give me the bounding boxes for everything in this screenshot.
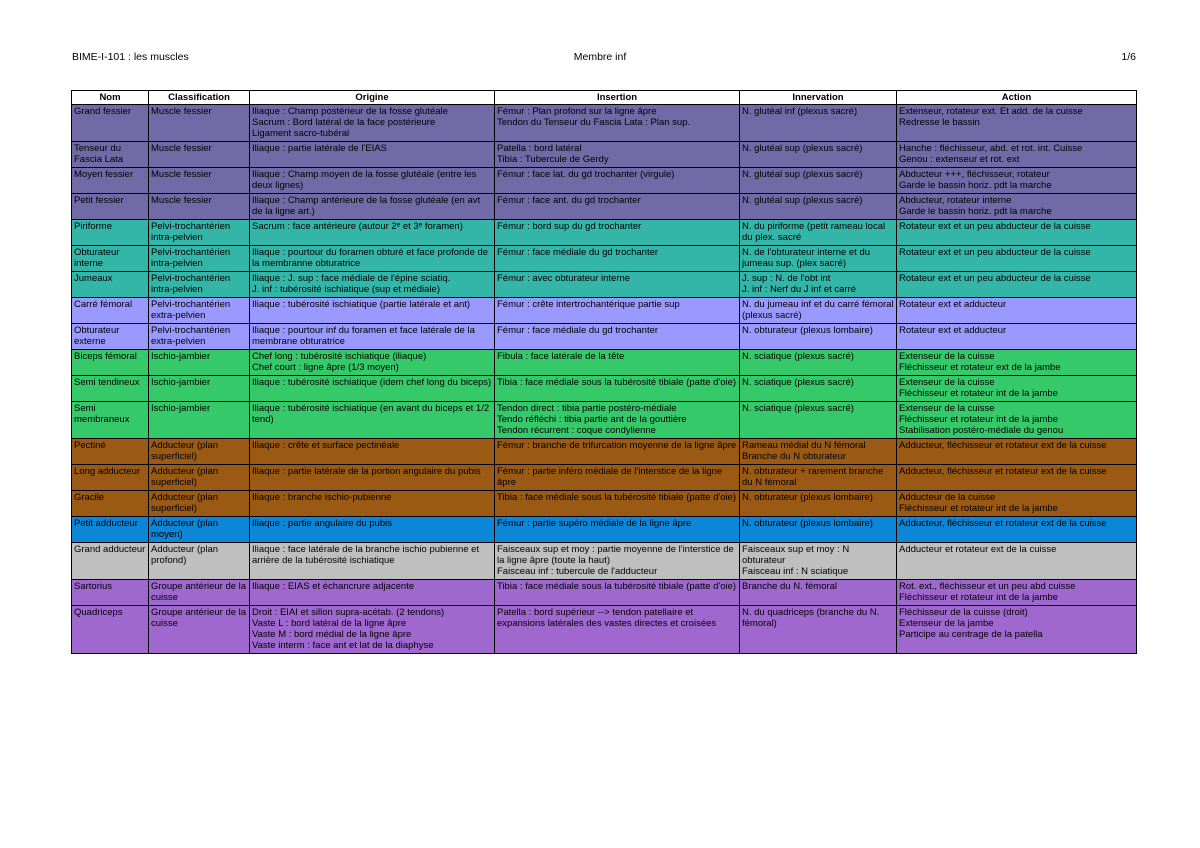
table-row <box>72 350 1137 376</box>
cell-line: Branche du N. fémoral <box>742 581 838 592</box>
cell-line: Ischio-jambier <box>151 351 211 362</box>
cell-origine <box>250 439 495 465</box>
cell-innervation <box>740 491 897 517</box>
cell-insertion <box>495 402 740 439</box>
cell-line: Iliaque : partie latérale de la portion angulaire du pubis <box>252 466 481 477</box>
cell-line: Obturateur externe <box>74 325 120 347</box>
cell-line: Fléchisseur et rotateur int de la jambe <box>899 414 1058 425</box>
cell-classification <box>149 324 250 350</box>
cell-line: Sacrum : Bord latéral de la face postérieure <box>252 117 436 128</box>
cell-line: Abducteur, rotateur interne <box>899 195 1012 206</box>
cell-line: Adducteur, fléchisseur et rotateur ext de la cuisse <box>899 440 1107 451</box>
cell-line: Tibia : face médiale sous la tubérosité tibiale (patte d'oie) <box>497 492 737 503</box>
cell-insertion <box>495 465 740 491</box>
cell-origine <box>250 324 495 350</box>
cell-line: Fléchisseur de la cuisse (droit) <box>899 607 1028 618</box>
cell-line: Branche du N obturateur <box>742 451 847 462</box>
cell-classification <box>149 465 250 491</box>
cell-innervation <box>740 220 897 246</box>
cell-innervation <box>740 465 897 491</box>
cell-line: Tibia : face médiale sous la tubérosité tibiale (patte d'oie) <box>497 581 737 592</box>
cell-line: Pelvi-trochantérien intra-pelvien <box>151 221 231 243</box>
cell-classification <box>149 491 250 517</box>
cell-insertion <box>495 272 740 298</box>
cell-line: Muscle fessier <box>151 143 212 154</box>
cell-classification <box>149 272 250 298</box>
cell-insertion <box>495 543 740 580</box>
cell-line: Iliaque : tubérosité ischiatique (en avant du biceps et 1/2 tend) <box>252 403 490 425</box>
cell-classification <box>149 580 250 606</box>
cell-insertion <box>495 439 740 465</box>
cell-line: Rotateur ext et adducteur <box>899 299 1007 310</box>
cell-insertion <box>495 168 740 194</box>
cell-classification <box>149 606 250 654</box>
cell-insertion <box>495 142 740 168</box>
cell-line: Ischio-jambier <box>151 377 211 388</box>
cell-classification <box>149 376 250 402</box>
cell-line: Pectiné <box>74 440 106 451</box>
cell-line: Ischio-jambier <box>151 403 211 414</box>
cell-line: Adducteur, fléchisseur et rotateur ext de la cuisse <box>899 518 1107 529</box>
cell-origine <box>250 272 495 298</box>
cell-line: Iliaque : Champ postérieur de la fosse glutéale <box>252 106 448 117</box>
cell-line: Adducteur (plan moyen) <box>151 518 219 540</box>
cell-line: Tendon du Tenseur du Fascia Lata : Plan sup. <box>497 117 691 128</box>
cell-line: Tenseur du Fascia Lata <box>74 143 124 165</box>
cell-line: Groupe antérieur de la cuisse <box>151 607 247 629</box>
cell-line: Biceps fémoral <box>74 351 137 362</box>
cell-line: Faisceaux sup et moy : partie moyenne de l'interstice de la ligne âpre (toute la haut) <box>497 544 734 566</box>
cell-line: Ligament sacro-tubéral <box>252 128 350 139</box>
cell-line: Rotateur ext et un peu abducteur de la cuisse <box>899 273 1091 284</box>
cell-line: Tendon direct : tibia partie postéro-médiale <box>497 403 677 414</box>
cell-action <box>897 298 1137 324</box>
cell-line: Tendon récurrent : coque condylienne <box>497 425 656 436</box>
cell-origine <box>250 491 495 517</box>
cell-line: Fémur : crête intertrochantérique partie sup <box>497 299 680 310</box>
cell-action <box>897 517 1137 543</box>
cell-line: J. sup : N. de l'obt int <box>742 273 831 284</box>
cell-action <box>897 220 1137 246</box>
cell-line: Adducteur (plan superficiel) <box>151 466 219 488</box>
column-header-origine: Origine <box>250 91 495 105</box>
cell-action <box>897 272 1137 298</box>
cell-line: Fibula : face latérale de la tête <box>497 351 625 362</box>
cell-line: J. inf : Nerf du J inf et carré <box>742 284 857 295</box>
cell-line: Grand adducteur <box>74 544 146 555</box>
cell-innervation <box>740 105 897 142</box>
cell-origine <box>250 350 495 376</box>
cell-name <box>72 246 149 272</box>
cell-origine <box>250 580 495 606</box>
cell-classification <box>149 105 250 142</box>
cell-line: Long adducteur <box>74 466 141 477</box>
cell-classification <box>149 220 250 246</box>
cell-action <box>897 439 1137 465</box>
cell-line: Redresse le bassin <box>899 117 980 128</box>
cell-name <box>72 376 149 402</box>
cell-action <box>897 246 1137 272</box>
column-header-action: Action <box>897 91 1137 105</box>
cell-line: Iliaque : crête et surface pectinéale <box>252 440 400 451</box>
cell-line: Fémur : avec obturateur interne <box>497 273 631 284</box>
column-header-name: Nom <box>72 91 149 105</box>
cell-action <box>897 194 1137 220</box>
cell-action <box>897 324 1137 350</box>
cell-line: Petit adducteur <box>74 518 138 529</box>
cell-insertion <box>495 324 740 350</box>
cell-line: Chef court : ligne âpre (1/3 moyen) <box>252 362 399 373</box>
cell-line: Adducteur (plan superficiel) <box>151 440 219 462</box>
cell-line: Participe au centrage de la patella <box>899 629 1043 640</box>
cell-line: Genou : extenseur et rot. ext <box>899 154 1020 165</box>
cell-line: Hanche : fléchisseur, abd. et rot. int. Cuisse <box>899 143 1083 154</box>
table-row <box>72 580 1137 606</box>
cell-line: Chef long : tubérosité ischiatique (iliaque) <box>252 351 427 362</box>
cell-line: Jumeaux <box>74 273 113 284</box>
cell-line: Fémur : partie inféro médiale de l'interstice de la ligne âpre <box>497 466 723 488</box>
column-header-innervation: Innervation <box>740 91 897 105</box>
cell-line: Extenseur de la cuisse <box>899 377 995 388</box>
cell-line: Semi tendineux <box>74 377 140 388</box>
cell-line: N. obturateur (plexus lombaire) <box>742 492 873 503</box>
cell-innervation <box>740 246 897 272</box>
cell-line: Patella : bord latéral <box>497 143 582 154</box>
cell-line: Pelvi-trochantérien intra-pelvien <box>151 247 231 269</box>
cell-action <box>897 376 1137 402</box>
cell-line: Petit fessier <box>74 195 124 206</box>
cell-line: Iliaque : pourtour du foramen obturé et face profonde de la membranne obturatrice <box>252 247 489 269</box>
table-row <box>72 194 1137 220</box>
cell-line: N. glutéal sup (plexus sacré) <box>742 143 863 154</box>
cell-line: Stabilisation postéro-médiale du genou <box>899 425 1064 436</box>
column-header-insertion: Insertion <box>495 91 740 105</box>
cell-line: Fléchisseur et rotateur ext de la jambe <box>899 362 1061 373</box>
cell-line: Adducteur (plan superficiel) <box>151 492 219 514</box>
cell-line: Pelvi-trochantérien extra-pelvien <box>151 325 231 347</box>
cell-insertion <box>495 246 740 272</box>
cell-line: Droit : EIAI et sillon supra-acétab. (2 tendons) <box>252 607 445 618</box>
cell-classification <box>149 194 250 220</box>
table-header-row <box>72 91 1137 105</box>
cell-line: Faisceaux sup et moy : N obturateur <box>742 544 850 566</box>
cell-line: N. glutéal inf (plexus sacré) <box>742 106 858 117</box>
table-row <box>72 376 1137 402</box>
cell-name <box>72 491 149 517</box>
cell-classification <box>149 298 250 324</box>
cell-innervation <box>740 194 897 220</box>
cell-insertion <box>495 491 740 517</box>
cell-line: Garde le bassin horiz. pdt la marche <box>899 206 1052 217</box>
cell-action <box>897 543 1137 580</box>
cell-line: N. glutéal sup (plexus sacré) <box>742 195 863 206</box>
table-row <box>72 543 1137 580</box>
cell-line: Rotateur ext et un peu abducteur de la cuisse <box>899 221 1091 232</box>
cell-line: N. glutéal sup (plexus sacré) <box>742 169 863 180</box>
table-row <box>72 491 1137 517</box>
cell-line: Vaste L : bord latéral de la ligne âpre <box>252 618 407 629</box>
cell-name <box>72 142 149 168</box>
cell-line: N. du quadriceps (branche du N. fémoral) <box>742 607 880 629</box>
cell-line: Iliaque : partie angulaire du pubis <box>252 518 392 529</box>
cell-name <box>72 543 149 580</box>
cell-insertion <box>495 376 740 402</box>
cell-line: Pelvi-trochantérien extra-pelvien <box>151 299 231 321</box>
cell-name <box>72 402 149 439</box>
cell-line: Adducteur et rotateur ext de la cuisse <box>899 544 1057 555</box>
cell-classification <box>149 517 250 543</box>
cell-innervation <box>740 402 897 439</box>
cell-innervation <box>740 517 897 543</box>
cell-action <box>897 491 1137 517</box>
cell-line: Gracile <box>74 492 105 503</box>
cell-name <box>72 465 149 491</box>
cell-action <box>897 105 1137 142</box>
cell-origine <box>250 246 495 272</box>
cell-line: Adducteur (plan profond) <box>151 544 219 566</box>
cell-line: N. obturateur (plexus lombaire) <box>742 325 873 336</box>
table-row <box>72 439 1137 465</box>
cell-line: N. du piriforme (petit rameau local du plex. sacré <box>742 221 886 243</box>
cell-line: Iliaque : face latérale de la branche ischio pubienne et arrière de la tubérosité ischiatique <box>252 544 480 566</box>
cell-line: Fléchisseur et rotateur int de la jambe <box>899 592 1058 603</box>
cell-name <box>72 298 149 324</box>
cell-line: Faisceau inf : tubercule de l'adducteur <box>497 566 658 577</box>
page-number: 1/6 <box>1121 51 1136 63</box>
cell-line: Extenseur de la cuisse <box>899 351 995 362</box>
cell-line: N. obturateur (plexus lombaire) <box>742 518 873 529</box>
cell-name <box>72 606 149 654</box>
cell-line: Obturateur interne <box>74 247 120 269</box>
cell-line: Groupe antérieur de la cuisse <box>151 581 247 603</box>
cell-origine <box>250 465 495 491</box>
cell-classification <box>149 350 250 376</box>
cell-insertion <box>495 298 740 324</box>
table-row <box>72 142 1137 168</box>
cell-innervation <box>740 272 897 298</box>
cell-line: Muscle fessier <box>151 195 212 206</box>
cell-line: Semi membraneux <box>74 403 130 425</box>
cell-origine <box>250 606 495 654</box>
cell-line: Extenseur, rotateur ext. Et add. de la cuisse <box>899 106 1083 117</box>
cell-line: Vaste interm : face ant et lat de la diaphyse <box>252 640 434 651</box>
cell-innervation <box>740 350 897 376</box>
cell-line: Piriforme <box>74 221 113 232</box>
cell-action <box>897 402 1137 439</box>
table-row <box>72 606 1137 654</box>
cell-line: N. du jumeau inf et du carré fémoral (plexus sacré) <box>742 299 894 321</box>
cell-line: Fémur : face médiale du gd trochanter <box>497 247 659 258</box>
table-row <box>72 324 1137 350</box>
cell-innervation <box>740 298 897 324</box>
cell-line: Tibia : face médiale sous la tubérosité tibiale (patte d'oie) <box>497 377 737 388</box>
cell-line: Pelvi-trochantérien intra-pelvien <box>151 273 231 295</box>
cell-innervation <box>740 606 897 654</box>
cell-line: Quadriceps <box>74 607 123 618</box>
cell-line: Vaste M : bord médial de la ligne âpre <box>252 629 412 640</box>
cell-line: Carré fémoral <box>74 299 133 310</box>
cell-line: Moyen fessier <box>74 169 134 180</box>
cell-origine <box>250 105 495 142</box>
muscles-table <box>71 90 1137 654</box>
cell-name <box>72 168 149 194</box>
cell-line: Fémur : face ant. du gd trochanter <box>497 195 641 206</box>
table-row <box>72 220 1137 246</box>
cell-insertion <box>495 517 740 543</box>
cell-line: N. sciatique (plexus sacré) <box>742 403 854 414</box>
cell-line: Fléchisseur et rotateur int de la jambe <box>899 503 1058 514</box>
cell-origine <box>250 517 495 543</box>
cell-line: Iliaque : EIAS et échancrure adjacente <box>252 581 415 592</box>
cell-line: Muscle fessier <box>151 169 212 180</box>
cell-innervation <box>740 324 897 350</box>
cell-innervation <box>740 439 897 465</box>
cell-line: Fémur : face lat. du gd trochanter (virgule) <box>497 169 675 180</box>
cell-origine <box>250 402 495 439</box>
cell-name <box>72 580 149 606</box>
cell-line: Fléchisseur et rotateur int de la jambe <box>899 388 1058 399</box>
table-row <box>72 298 1137 324</box>
cell-line: N. obturateur + rarement branche du N fémoral <box>742 466 884 488</box>
cell-classification <box>149 402 250 439</box>
cell-action <box>897 606 1137 654</box>
cell-origine <box>250 220 495 246</box>
table-body <box>72 105 1137 654</box>
cell-action <box>897 350 1137 376</box>
cell-line: N. sciatique (plexus sacré) <box>742 351 854 362</box>
table-row <box>72 465 1137 491</box>
cell-line: Adducteur de la cuisse <box>899 492 996 503</box>
cell-line: Extenseur de la jambe <box>899 618 994 629</box>
cell-line: Rameau médial du N fémoral <box>742 440 866 451</box>
cell-innervation <box>740 580 897 606</box>
cell-line: Faisceau inf : N sciatique <box>742 566 849 577</box>
cell-line: Garde le bassin horiz. pdt la marche <box>899 180 1052 191</box>
cell-innervation <box>740 142 897 168</box>
cell-line: Iliaque : Champ antérieure de la fosse glutéale (en avt de la ligne art.) <box>252 195 481 217</box>
cell-action <box>897 142 1137 168</box>
cell-name <box>72 105 149 142</box>
cell-action <box>897 465 1137 491</box>
table-row <box>72 168 1137 194</box>
cell-classification <box>149 142 250 168</box>
header-left-title: BIME-I-101 : les muscles <box>72 51 189 63</box>
cell-line: Fémur : Plan profond sur la ligne âpre <box>497 106 657 117</box>
table-row <box>72 246 1137 272</box>
cell-insertion <box>495 105 740 142</box>
cell-line: Abducteur +++, fléchisseur, rotateur <box>899 169 1050 180</box>
cell-line: Iliaque : Champ moyen de la fosse glutéale (entre les deux lignes) <box>252 169 477 191</box>
cell-insertion <box>495 580 740 606</box>
cell-name <box>72 194 149 220</box>
cell-line: Tibia : Tubercule de Gerdy <box>497 154 609 165</box>
cell-line: Fémur : face médiale du gd trochanter <box>497 325 659 336</box>
cell-innervation <box>740 168 897 194</box>
cell-line: Rotateur ext et adducteur <box>899 325 1007 336</box>
cell-line: N. de l'obturateur interne et du jumeau sup. (plex sacré) <box>742 247 871 269</box>
cell-line: Grand fessier <box>74 106 132 117</box>
cell-innervation <box>740 376 897 402</box>
cell-origine <box>250 376 495 402</box>
cell-line: Rotateur ext et un peu abducteur de la cuisse <box>899 247 1091 258</box>
cell-origine <box>250 543 495 580</box>
cell-insertion <box>495 350 740 376</box>
cell-name <box>72 220 149 246</box>
table-row <box>72 517 1137 543</box>
cell-line: Fémur : bord sup du gd trochanter <box>497 221 642 232</box>
cell-name <box>72 439 149 465</box>
cell-line: Iliaque : branche ischio-pubienne <box>252 492 392 503</box>
cell-line: Tendo réfléchi : tibia partie ant de la gouttière <box>497 414 687 425</box>
header-center-title: Membre inf <box>573 51 627 63</box>
column-header-classification: Classification <box>149 91 250 105</box>
cell-line: Sartorius <box>74 581 113 592</box>
cell-innervation <box>740 543 897 580</box>
cell-line: Adducteur, fléchisseur et rotateur ext de la cuisse <box>899 466 1107 477</box>
cell-action <box>897 168 1137 194</box>
cell-origine <box>250 168 495 194</box>
table-row <box>72 272 1137 298</box>
cell-classification <box>149 439 250 465</box>
cell-name <box>72 324 149 350</box>
cell-line: J. inf : tubérosité ischiatique (sup et médiale) <box>252 284 440 295</box>
cell-line: Iliaque : tubérosité ischiatique (idem chef long du biceps) <box>252 377 492 388</box>
table-row <box>72 402 1137 439</box>
cell-origine <box>250 142 495 168</box>
cell-name <box>72 517 149 543</box>
cell-line: Patella : bord supérieur --> tendon patellaire et expansions latérales des vastes directes et croisées <box>497 607 717 629</box>
cell-insertion <box>495 220 740 246</box>
cell-origine <box>250 298 495 324</box>
cell-line: Rot. ext., fléchisseur et un peu abd cuisse <box>899 581 1076 592</box>
cell-name <box>72 272 149 298</box>
cell-line: Fémur : partie supéro médiale de la ligne âpre <box>497 518 692 529</box>
cell-origine <box>250 194 495 220</box>
cell-insertion <box>495 606 740 654</box>
cell-line: Sacrum : face antérieure (autour 2ᵉ et 3ᵉ foramen) <box>252 221 463 232</box>
cell-classification <box>149 246 250 272</box>
cell-action <box>897 580 1137 606</box>
cell-classification <box>149 543 250 580</box>
cell-line: Iliaque : partie latérale de l'EIAS <box>252 143 387 154</box>
cell-line: N. sciatique (plexus sacré) <box>742 377 854 388</box>
cell-name <box>72 350 149 376</box>
cell-line: Iliaque : tubérosité ischiatique (partie latérale et ant) <box>252 299 471 310</box>
cell-line: Muscle fessier <box>151 106 212 117</box>
cell-insertion <box>495 194 740 220</box>
table-row <box>72 105 1137 142</box>
cell-line: Iliaque : J. sup : face médiale de l'épine sciatiq. <box>252 273 451 284</box>
cell-line: Extenseur de la cuisse <box>899 403 995 414</box>
cell-classification <box>149 168 250 194</box>
cell-line: Iliaque : pourtour inf du foramen et face latérale de la membrane obturatrice <box>252 325 475 347</box>
cell-line: Fémur : branche de trifurcation moyenne de la ligne âpre <box>497 440 737 451</box>
